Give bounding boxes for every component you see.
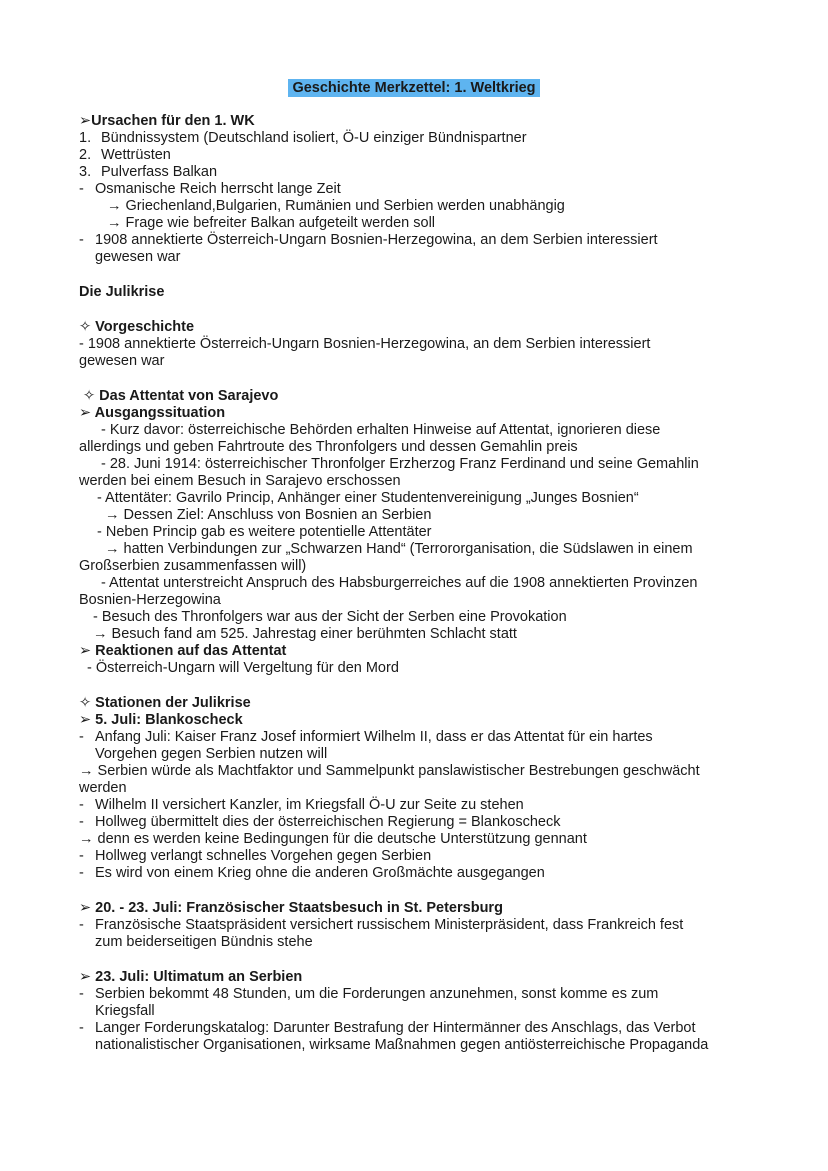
- text-line: → Serbien würde als Machtfaktor und Sammelpunkt panslawistischer Bestrebungen geschwächt: [79, 763, 700, 779]
- text-line: werden: [79, 780, 127, 796]
- subheading-ultimatum: ➢ 23. Juli: Ultimatum an Serbien: [79, 969, 303, 985]
- text-line: - Besuch des Thronfolgers war aus der Sicht der Serben eine Provokation: [93, 609, 567, 625]
- text-line: Bosnien-Herzegowina: [79, 592, 221, 608]
- text-line: gewesen war: [79, 353, 165, 369]
- subsection-heading-attentat: ✧ Das Attentat von Sarajevo: [83, 388, 279, 404]
- list-item: - 1908 annektierte Österreich-Ungarn Bosnien-Herzegowina, an dem Serbien interessiert: [79, 232, 658, 248]
- text-line: - Attentäter: Gavrilo Princip, Anhänger einer Studentenvereinigung „Junges Bosnien“: [97, 490, 639, 506]
- list-subitem: → Frage wie befreiter Balkan aufgeteilt werden soll: [107, 215, 436, 231]
- list-item: - Französische Staatspräsident versichert russischem Ministerpräsident, dass Frankreich fest: [79, 917, 684, 933]
- text-line: - 28. Juni 1914: österreichischer Thronfolger Erzherzog Franz Ferdinand und seine Gemahlin: [101, 456, 699, 472]
- section-heading-ursachen: ➢Ursachen für den 1. WK: [79, 113, 255, 129]
- text-line: - Österreich-Ungarn will Vergeltung für den Mord: [87, 660, 399, 676]
- subheading-reaktionen: ➢ Reaktionen auf das Attentat: [79, 643, 287, 659]
- page-title: Geschichte Merkzettel: 1. Weltkrieg: [288, 79, 539, 97]
- list-item: - Osmanische Reich herrscht lange Zeit: [79, 181, 341, 197]
- list-item: - Wilhelm II versichert Kanzler, im Kriegsfall Ö-U zur Seite zu stehen: [79, 797, 524, 813]
- text-line: Großserbien zusammenfassen will): [79, 558, 307, 574]
- text-line: → Dessen Ziel: Anschluss von Bosnien an Serbien: [105, 507, 432, 523]
- text-line: → Besuch fand am 525. Jahrestag einer berühmten Schlacht statt: [93, 626, 517, 642]
- list-item-continued: gewesen war: [95, 249, 181, 265]
- document-body: [79, 113, 759, 1054]
- text-line: - 1908 annektierte Österreich-Ungarn Bosnien-Herzegowina, an dem Serbien interessiert: [79, 336, 651, 352]
- text-line: allerdings und geben Fahrtroute des Thronfolgers und dessen Gemahlin preis: [79, 439, 578, 455]
- subheading-ausgangssituation: ➢ Ausgangssituation: [79, 405, 226, 421]
- list-item-continued: nationalistischer Organisationen, wirksame Maßnahmen gegen antiösterreichische Propaganda: [95, 1037, 709, 1053]
- subsection-heading-stationen: ✧ Stationen der Julikrise: [79, 695, 251, 711]
- list-item: - Es wird von einem Krieg ohne die anderen Großmächte ausgegangen: [79, 865, 545, 881]
- text-line: - Kurz davor: österreichische Behörden erhalten Hinweise auf Attentat, ignorieren diese: [101, 422, 661, 438]
- list-item: - Serbien bekommt 48 Stunden, um die Forderungen anzunehmen, sonst komme es zum: [79, 986, 659, 1002]
- section-heading-julikrise: Die Julikrise: [79, 284, 165, 300]
- subsection-heading-vorgeschichte: ✧ Vorgeschichte: [79, 319, 195, 335]
- subheading-staatsbesuch: ➢ 20. - 23. Juli: Französischer Staatsbesuch in St. Petersburg: [79, 900, 503, 916]
- list-item-continued: Kriegsfall: [95, 1003, 155, 1019]
- list-item: 1. Bündnissystem (Deutschland isoliert, Ö-U einziger Bündnispartner: [79, 130, 527, 146]
- list-item: - Langer Forderungskatalog: Darunter Bestrafung der Hintermänner des Anschlags, das Verbot: [79, 1020, 696, 1036]
- list-item: - Hollweg verlangt schnelles Vorgehen gegen Serbien: [79, 848, 432, 864]
- text-line: → hatten Verbindungen zur „Schwarzen Hand“ (Terrororganisation, die Südslawen in einem: [105, 541, 693, 557]
- subheading-blankoscheck: ➢ 5. Juli: Blankoscheck: [79, 712, 243, 728]
- text-line: - Attentat unterstreicht Anspruch des Habsburgerreiches auf die 1908 annektierten Provinzen: [101, 575, 698, 591]
- list-item-continued: zum beiderseitigen Bündnis stehe: [95, 934, 313, 950]
- list-item: 2. Wettrüsten: [79, 147, 171, 163]
- list-item: 3. Pulverfass Balkan: [79, 164, 218, 180]
- text-line: werden bei einem Besuch in Sarajevo erschossen: [79, 473, 401, 489]
- list-subitem: → Griechenland,Bulgarien, Rumänien und Serbien werden unabhängig: [107, 198, 565, 214]
- text-line: - Neben Princip gab es weitere potentielle Attentäter: [97, 524, 432, 540]
- list-item: - Anfang Juli: Kaiser Franz Josef informiert Wilhelm II, dass er das Attentat für ein hartes: [79, 729, 653, 745]
- text-line: → denn es werden keine Bedingungen für die deutsche Unterstützung gennant: [79, 831, 587, 847]
- list-item-continued: Vorgehen gegen Serbien nutzen will: [95, 746, 328, 762]
- list-item: - Hollweg übermittelt dies der österreichischen Regierung = Blankoscheck: [79, 814, 561, 830]
